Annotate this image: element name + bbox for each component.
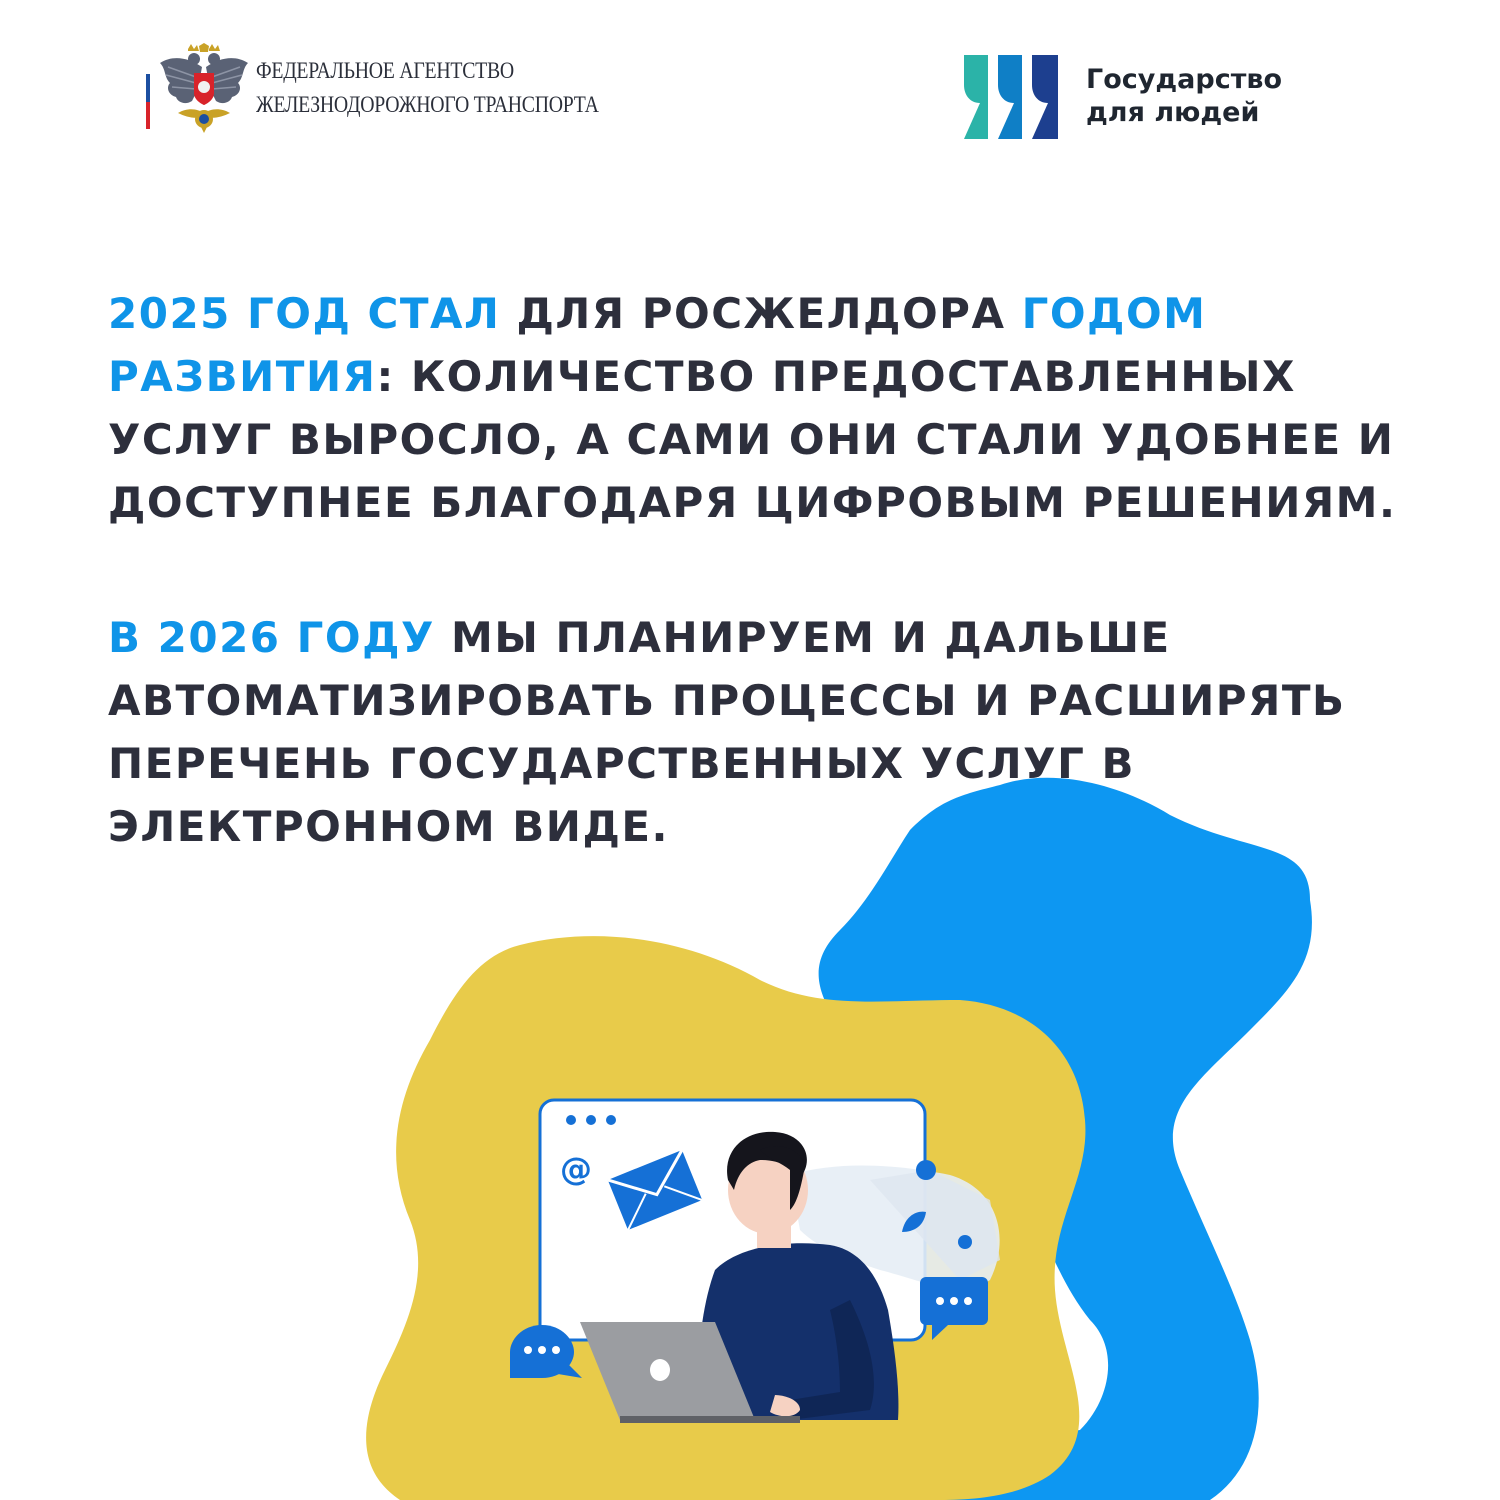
text-segment: : КОЛИЧЕСТВО ПРЕДОСТАВЛЕННЫХ УСЛУГ ВЫРОСЛО, А САМИ ОНИ СТАЛИ УДОБНЕЕ И ДОСТУПНЕЕ БЛАГОДАРЯ ЦИФРОВЫМ РЕШЕНИЯМ. — [108, 352, 1397, 527]
program-name-line1: Государство — [1086, 64, 1283, 96]
connector-dot — [958, 1235, 972, 1249]
agency-name-line2: ЖЕЛЕЗНОДОРОЖНОГО ТРАНСПОРТА — [256, 92, 599, 117]
highlight-development: ГОДОМ РАЗВИТИЯ — [108, 289, 1207, 401]
highlight-2025: 2025 ГОД СТАЛ — [108, 289, 501, 338]
program-name-line2: для людей — [1086, 97, 1260, 128]
paragraph-2026 — [108, 606, 1438, 858]
agency-name-line1: ФЕДЕРАЛЬНОЕ АГЕНТСТВО — [256, 58, 514, 84]
connector-dot — [916, 1160, 936, 1180]
window-dot — [606, 1115, 616, 1125]
at-symbol-icon: @ — [560, 1150, 592, 1188]
text-segment: МЫ ПЛАНИРУЕМ И ДАЛЬШЕ АВТОМАТИЗИРОВАТЬ ПРОЦЕССЫ И РАСШИРЯТЬ ПЕРЕЧЕНЬ ГОСУДАРСТВЕННЫХ УСЛУГ В ЭЛЕКТРОННОМ ВИДЕ. — [108, 613, 1346, 851]
paragraph-2025 — [108, 282, 1438, 534]
window-dot — [566, 1115, 576, 1125]
text-segment: ДЛЯ РОСЖЕЛДОРА — [500, 289, 1022, 338]
highlight-2026: В 2026 ГОДУ — [108, 613, 435, 662]
window-dot — [586, 1115, 596, 1125]
